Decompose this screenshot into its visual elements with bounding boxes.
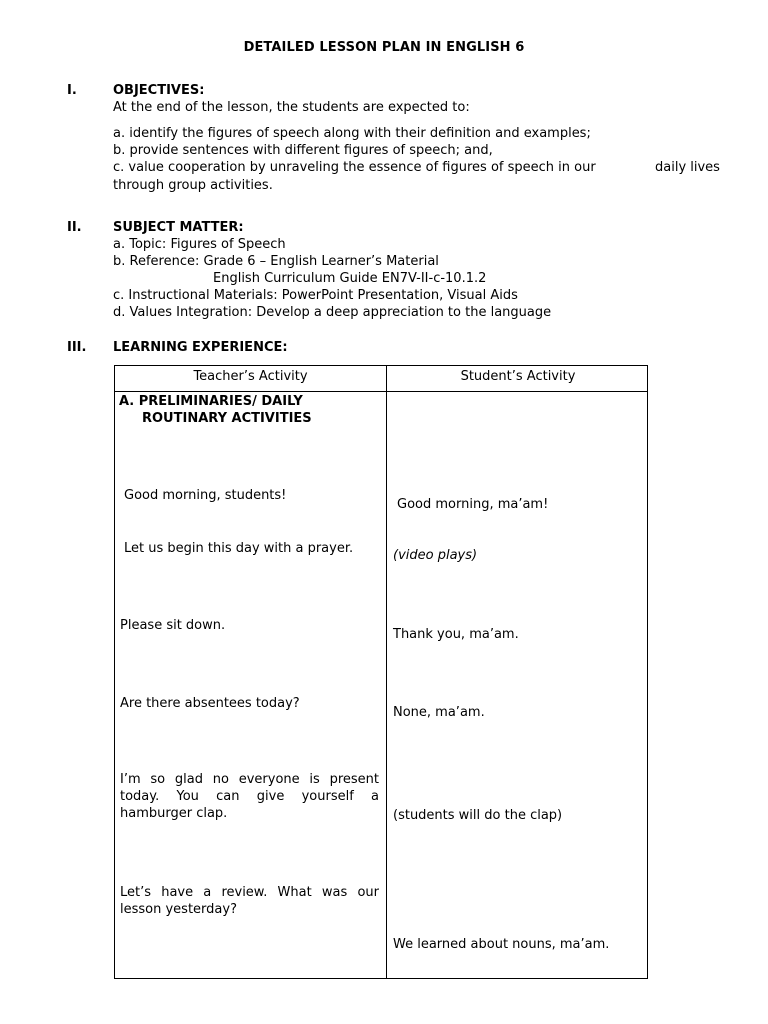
section-heading-subject-matter: SUBJECT MATTER: [113,220,244,235]
subject-item-values: d. Values Integration: Develop a deep appreciation to the language [113,305,552,320]
document-title: DETAILED LESSON PLAN IN ENGLISH 6 [243,40,525,55]
student-activity-nouns: We learned about nouns, ma’am. [393,937,610,952]
objective-item-c: c. value cooperation by unraveling the essence of figures of speech in our [113,160,596,175]
section-heading-learning-experience: LEARNING EXPERIENCE: [113,340,288,355]
section-heading-objectives: OBJECTIVES: [113,83,205,98]
table-section-a-heading: A. PRELIMINARIES/ DAILY [119,394,303,409]
teacher-activity-review: Let’s have a review. What was our lesson yesterday? [120,885,379,917]
subject-item-reference: b. Reference: Grade 6 – English Learner’s Material [113,254,439,269]
section-number-objectives: I. [67,83,77,98]
teacher-activity-greeting: Good morning, students! [124,488,287,503]
objective-item-a: a. identify the figures of speech along with their definition and examples; [113,126,591,141]
objective-item-c-tail: daily lives [655,160,720,175]
student-activity-none: None, ma’am. [393,705,485,720]
objective-item-c-continuation: through group activities. [113,178,273,193]
objective-item-b: b. provide sentences with different figures of speech; and, [113,143,493,158]
lesson-activity-table [114,365,648,979]
student-activity-greeting: Good morning, ma’am! [397,497,549,512]
table-header-student: Student’s Activity [460,369,576,384]
student-activity-clap: (students will do the clap) [393,808,563,823]
teacher-activity-sit-down: Please sit down. [120,618,226,633]
teacher-activity-absentees: Are there absentees today? [120,696,300,711]
subject-item-topic: a. Topic: Figures of Speech [113,237,286,252]
table-section-a-heading-continuation: ROUTINARY ACTIVITIES [142,411,312,426]
section-number-learning-experience: III. [67,340,87,355]
section-number-subject-matter: II. [67,220,82,235]
table-header-teacher: Teacher’s Activity [193,369,308,384]
student-activity-thank-you: Thank you, ma’am. [393,627,519,642]
subject-item-reference-continuation: English Curriculum Guide EN7V-II-c-10.1.2 [213,271,487,286]
teacher-activity-prayer: Let us begin this day with a prayer. [124,541,354,556]
table-header-divider [115,391,647,392]
table-column-divider [386,366,387,978]
teacher-activity-hamburger-clap: I’m so glad no everyone is present today. You can give yourself a hamburger clap. [120,772,379,821]
student-activity-video-plays: (video plays) [393,548,478,563]
subject-item-materials: c. Instructional Materials: PowerPoint Presentation, Visual Aids [113,288,518,303]
objectives-intro: At the end of the lesson, the students are expected to: [113,100,470,115]
